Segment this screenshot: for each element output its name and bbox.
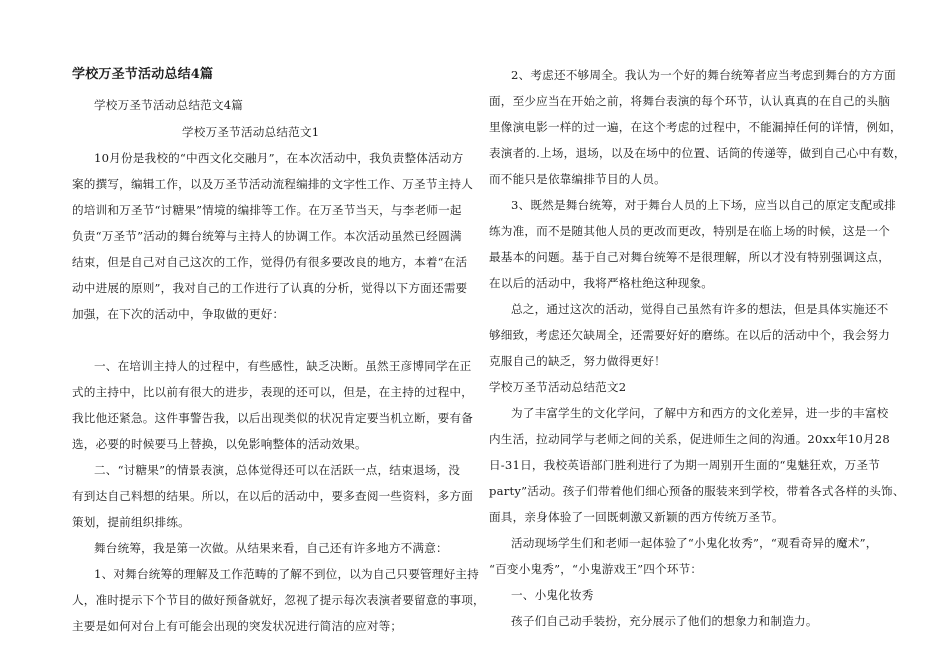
- paragraph-line: 日-31日，我校英语部门胜利进行了为期一周别开生面的“鬼魅狂欢，万圣节: [489, 458, 881, 472]
- paragraph-line: 一、在培训主持人的过程中，有些感性，缺乏决断。虽然王彦博同学在正: [94, 359, 472, 373]
- paragraph-line: 结束，但是自己对自己这次的工作，觉得仍有很多要改良的地方，本着“在活: [72, 255, 468, 269]
- paragraph-line: 而不能只是依靠编排节目的人员。: [489, 172, 666, 186]
- paragraph-line: 在以后的活动中，我将严格杜绝这种现象。: [489, 276, 714, 290]
- paragraph-line: 负责“万圣节”活动的舞台统筹与主持人的协调工作。本次活动虽然已经圆满: [72, 229, 462, 243]
- paragraph-line: party”活动。孩子们带着他们细心预备的服装来到学校，带着各式各样的头饰、: [489, 484, 905, 498]
- paragraph-line: 策划，提前组织排练。: [72, 515, 190, 529]
- paragraph-line: 1、对舞台统筹的理解及工作范畴的了解不到位，以为自己只要管理好主持: [94, 567, 479, 581]
- paragraph-line: “百变小鬼秀”，“小鬼游戏王”四个环节：: [489, 562, 703, 576]
- paragraph-line: 的培训和万圣节“讨糖果”情境的编排等工作。在万圣节当天，与李老师一起: [72, 203, 462, 217]
- paragraph-line: 最基本的问题。基于自己对舞台统筹不是很理解，所以才没有特别强调这点，: [489, 250, 890, 264]
- paragraph-line: 面具，亲身体验了一回既刺激又新颖的西方传统万圣节。: [489, 510, 784, 524]
- paragraph-line: 动中进展的原则”，我对自己的工作进行了认真的分析，觉得以下方面还需要: [72, 281, 468, 295]
- document-title: 学校万圣节活动总结4篇: [72, 67, 214, 82]
- paragraph-line: 总之，通过这次的活动，觉得自己虽然有许多的想法，但是具体实施还不: [511, 302, 889, 316]
- paragraph-line: 内生活，拉动同学与老师之间的关系，促进师生之间的沟通。20xx年10月28: [489, 432, 890, 446]
- paragraph-line: 孩子们自己动手装扮，充分展示了他们的想象力和制造力。: [511, 614, 818, 628]
- paragraph-line: 10月份是我校的“中西文化交融月”，在本次活动中，我负责整体活动方: [94, 151, 464, 165]
- paragraph-line: 2、考虑还不够周全。我认为一个好的舞台统筹者应当考虑到舞台的方方面: [511, 68, 896, 82]
- subheading-costume-show: 一、小鬼化妆秀: [511, 588, 594, 602]
- paragraph-line: 人，准时提示下个节目的做好预备就好，忽视了提示每次表演者要留意的事项，: [72, 593, 485, 607]
- paragraph-line: 克服自己的缺乏，努力做得更好！: [489, 354, 666, 368]
- paragraph-line: 式的主持中，比以前有很大的进步，表现的还可以，但是，在主持的过程中，: [72, 385, 473, 399]
- section-heading-1: 学校万圣节活动总结范文1: [182, 125, 320, 139]
- paragraph-line: 面，至少应当在开始之前，将舞台表演的每个环节，认认真真的在自己的头脑: [489, 94, 890, 108]
- paragraph-line: 我比他还紧急。这件事警告我，以后出现类似的状况肯定要当机立断，要有备: [72, 411, 473, 425]
- paragraph-line: 3、既然是舞台统筹，对于舞台人员的上下场，应当以自己的原定支配或排: [511, 198, 896, 212]
- paragraph-line: 里像演电影一样的过一遍，在这个考虑的过程中，不能漏掉任何的详情，例如，: [489, 120, 902, 134]
- paragraph-line: 练为准，而不是随其他人员的更改而更改，特别是在临上场的时候，这是一个: [489, 224, 890, 238]
- paragraph-line: 活动现场学生们和老师一起体验了“小鬼化妆秀”，“观看奇异的魔术”，: [511, 536, 878, 550]
- paragraph-line: 选，必要的时候要马上替换，以免影响整体的活动效果。: [72, 437, 367, 451]
- paragraph-line: 二、“讨糖果”的情景表演，总体觉得还可以在活跃一点，结束退场，没: [94, 463, 461, 477]
- document-subtitle: 学校万圣节活动总结范文4篇: [94, 98, 244, 112]
- paragraph-line: 表演者的.上场，退场，以及在场中的位置、话筒的传递等，做到自己心中有数，: [489, 146, 906, 160]
- paragraph-line: 舞台统筹，我是第一次做。从结果来看，自己还有许多地方不满意：: [94, 541, 448, 555]
- paragraph-line: 为了丰富学生的文化学问，了解中方和西方的文化差异，进一步的丰富校: [511, 406, 889, 420]
- paragraph-line: 有到达自己料想的结果。所以，在以后的活动中，要多查阅一些资料，多方面: [72, 489, 473, 503]
- section-heading-2: 学校万圣节活动总结范文2: [489, 380, 627, 394]
- paragraph-line: 案的撰写，编辑工作，以及万圣节活动流程编排的文字性工作、万圣节主持人: [72, 177, 473, 191]
- paragraph-line: 主要是如何对台上有可能会出现的突发状况进行简洁的应对等；: [72, 619, 403, 633]
- paragraph-line: 加强，在下次的活动中，争取做的更好：: [72, 307, 285, 321]
- paragraph-line: 够细致，考虑还欠缺周全，还需要好好的磨练。在以后的活动中个，我会努力: [489, 328, 890, 342]
